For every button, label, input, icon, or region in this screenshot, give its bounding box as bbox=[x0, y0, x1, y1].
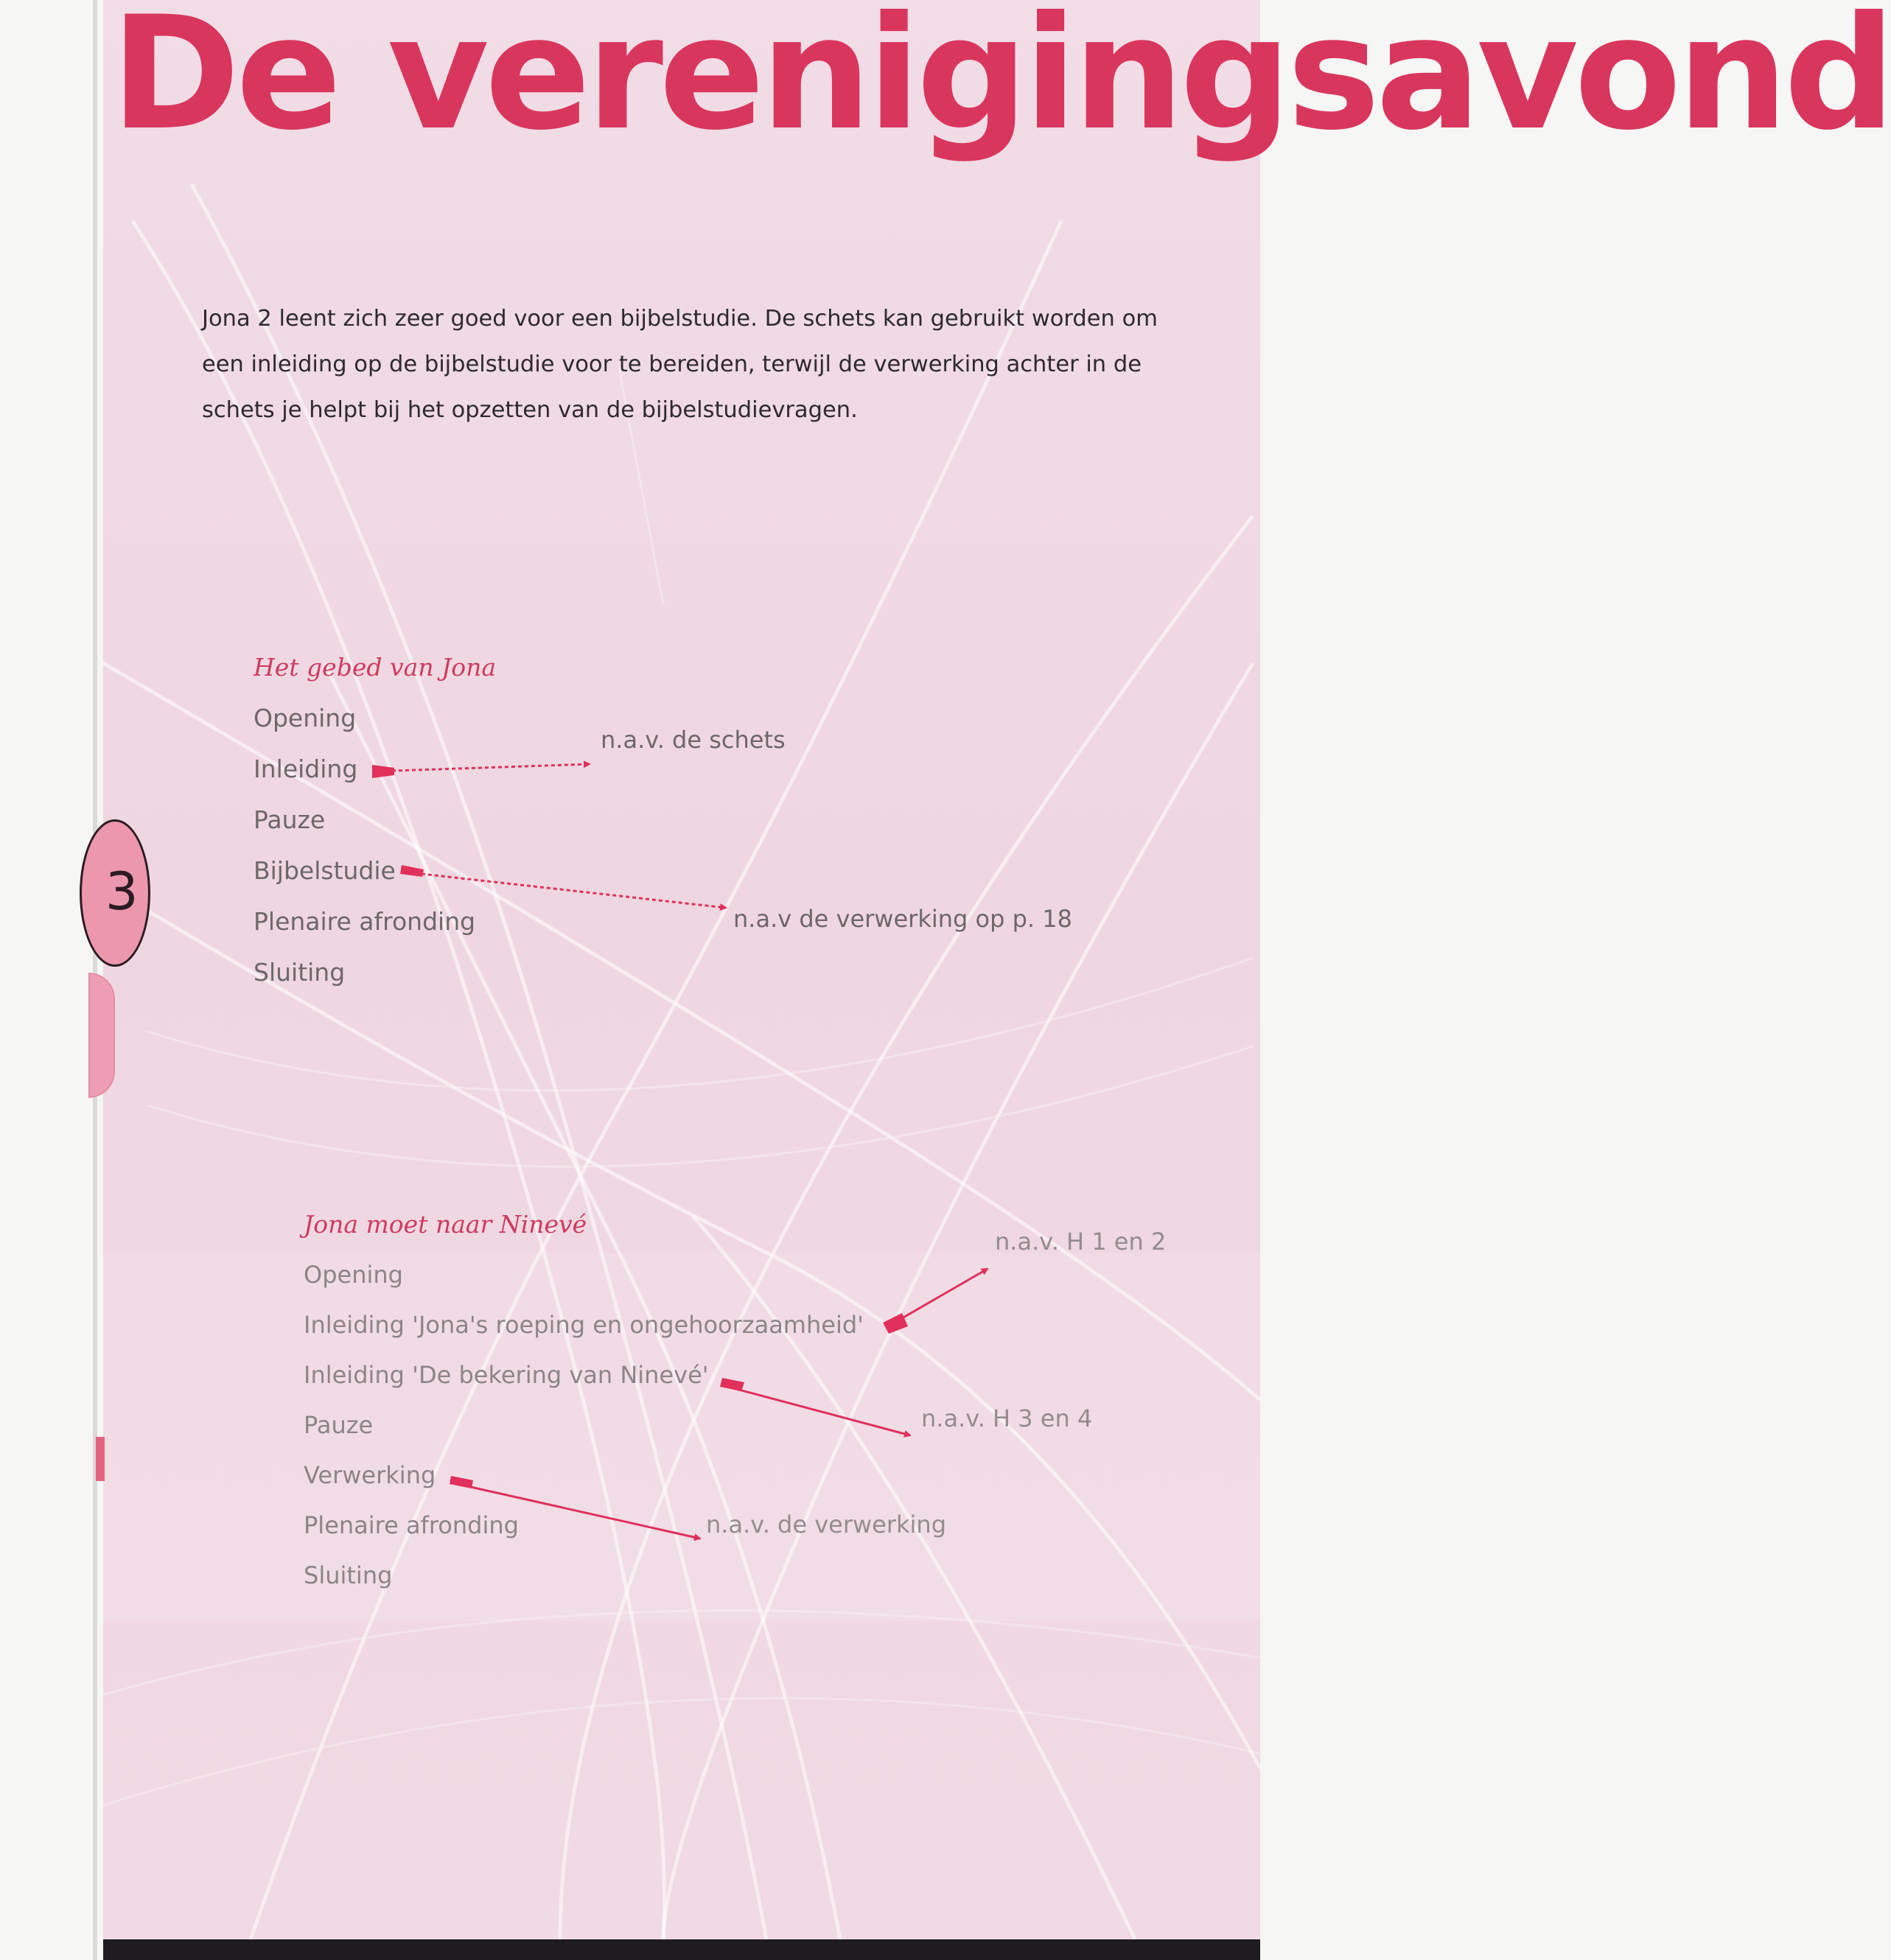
program-title: Jona moet naar Ninevé bbox=[304, 1210, 587, 1239]
page-title: De verenigingsavond bbox=[111, 0, 1891, 164]
program-note: n.a.v. de verwerking bbox=[706, 1511, 947, 1539]
program-item: Pauze bbox=[254, 805, 326, 834]
program-item: Inleiding 'Jona's roeping en ongehoorzaamheid' bbox=[304, 1311, 864, 1339]
intro-paragraph: Jona 2 leent zich zeer goed voor een bijbelstudie. De schets kan gebruikt worden om een inleiding op de bijbelstudie voor te bereiden, terwijl de verwerking achter in de schets je helpt bij het opzetten van de bijbelstudievragen. bbox=[202, 306, 1158, 423]
program-item: Plenaire afronding bbox=[304, 1511, 519, 1539]
program-item: Opening bbox=[304, 1261, 403, 1289]
side-tab-decoration bbox=[88, 973, 115, 1098]
bottom-edge-bar bbox=[103, 1939, 1260, 1960]
program-item: Bijbelstudie bbox=[254, 856, 396, 885]
program-item: Sluiting bbox=[254, 958, 346, 987]
program-item: Opening bbox=[254, 704, 357, 732]
program-item: Pauze bbox=[304, 1411, 374, 1439]
program-note: n.a.v. H 1 en 2 bbox=[995, 1228, 1167, 1256]
page-number: 3 bbox=[105, 861, 139, 922]
program-item: Plenaire afronding bbox=[254, 907, 476, 936]
page-number-tab bbox=[80, 819, 150, 967]
program-block-2 bbox=[304, 1200, 864, 1600]
program-note: n.a.v. de schets bbox=[601, 726, 786, 754]
program-title: Het gebed van Jona bbox=[254, 653, 497, 682]
magazine-page bbox=[103, 0, 1891, 1939]
program-item: Inleiding bbox=[254, 755, 358, 783]
program-note: n.a.v de verwerking op p. 18 bbox=[733, 905, 1072, 933]
program-block-1 bbox=[254, 643, 496, 998]
program-item: Inleiding 'De bekering van Ninevé' bbox=[304, 1361, 709, 1389]
program-item: Verwerking bbox=[304, 1461, 436, 1489]
program-note: n.a.v. H 3 en 4 bbox=[921, 1404, 1093, 1432]
side-tab-marker bbox=[96, 1437, 105, 1481]
program-item: Sluiting bbox=[304, 1561, 393, 1589]
